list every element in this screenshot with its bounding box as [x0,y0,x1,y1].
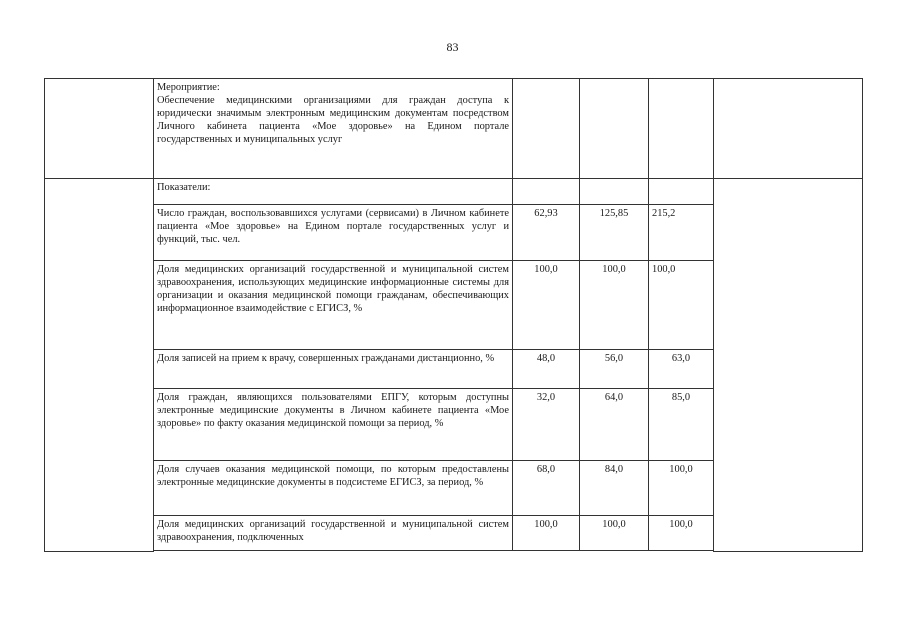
indicator-text: Доля медицинских организаций государственной и муниципальной систем здравоохранения, подключенных [154,516,513,551]
indicator-value: 56,0 [580,350,649,389]
indicator-table [44,78,863,552]
indicator-value: 100,0 [580,261,649,350]
value-cell [580,79,649,179]
indicator-value: 215,2 [649,205,714,261]
event-text: Обеспечение медицинскими организациями для граждан доступа к юридически значимым электронным медицинским документам посредством Личного кабинета пациента «Мое здоровье» на Едином портале государственных и муниципальных услуг [157,95,509,145]
indicator-value: 85,0 [649,389,714,461]
filler-cell [513,551,580,552]
indicator-value: 100,0 [580,516,649,551]
event-row [45,79,863,179]
right-cell [714,79,863,179]
indicator-value: 100,0 [649,461,714,516]
indicator-value: 100,0 [513,261,580,350]
indicator-value: 100,0 [649,261,714,350]
value-cell [513,179,580,205]
filler-cell [580,551,649,552]
indicator-value: 64,0 [580,389,649,461]
indicator-value: 100,0 [649,516,714,551]
indicator-text: Доля случаев оказания медицинской помощи, по которым предоставлены электронные медицинские документы в подсистеме ЕГИСЗ, за период, % [154,461,513,516]
indicator-value: 125,85 [580,205,649,261]
filler-cell [154,551,513,552]
indicator-text: Доля граждан, являющихся пользователями ЕПГУ, которым доступны электронные медицинские документы в Личном кабинете пациента «Мое здоровье» по факту оказания медицинской помощи за период, % [154,389,513,461]
indicator-text: Число граждан, воспользовавшихся услугами (сервисами) в Личном кабинете пациента «Мое здоровье» на Едином портале государственных услуг и функций, тыс. чел. [154,205,513,261]
value-cell [513,79,580,179]
page-number: 83 [446,40,459,54]
event-label: Мероприятие: [157,82,220,93]
value-cell [649,79,714,179]
indicator-value: 84,0 [580,461,649,516]
indicator-value: 68,0 [513,461,580,516]
indicator-value: 48,0 [513,350,580,389]
indicator-value: 100,0 [513,516,580,551]
indicator-value: 62,93 [513,205,580,261]
right-cell [714,179,863,552]
indicator-text: Доля записей на прием к врачу, совершенных гражданами дистанционно, % [154,350,513,389]
indicators-header-row [45,179,863,205]
filler-cell [649,551,714,552]
event-description [154,79,513,179]
left-cell [45,79,154,179]
indicators-header: Показатели: [154,179,513,205]
value-cell [649,179,714,205]
indicator-value: 32,0 [513,389,580,461]
indicator-text: Доля медицинских организаций государственной и муниципальной систем здравоохранения, использующих медицинские информационные системы для организации и оказания медицинской помощи гражданам, обеспечивающих информационное взаимодействие с ЕГИСЗ, % [154,261,513,350]
left-cell [45,179,154,552]
value-cell [580,179,649,205]
indicator-value: 63,0 [649,350,714,389]
